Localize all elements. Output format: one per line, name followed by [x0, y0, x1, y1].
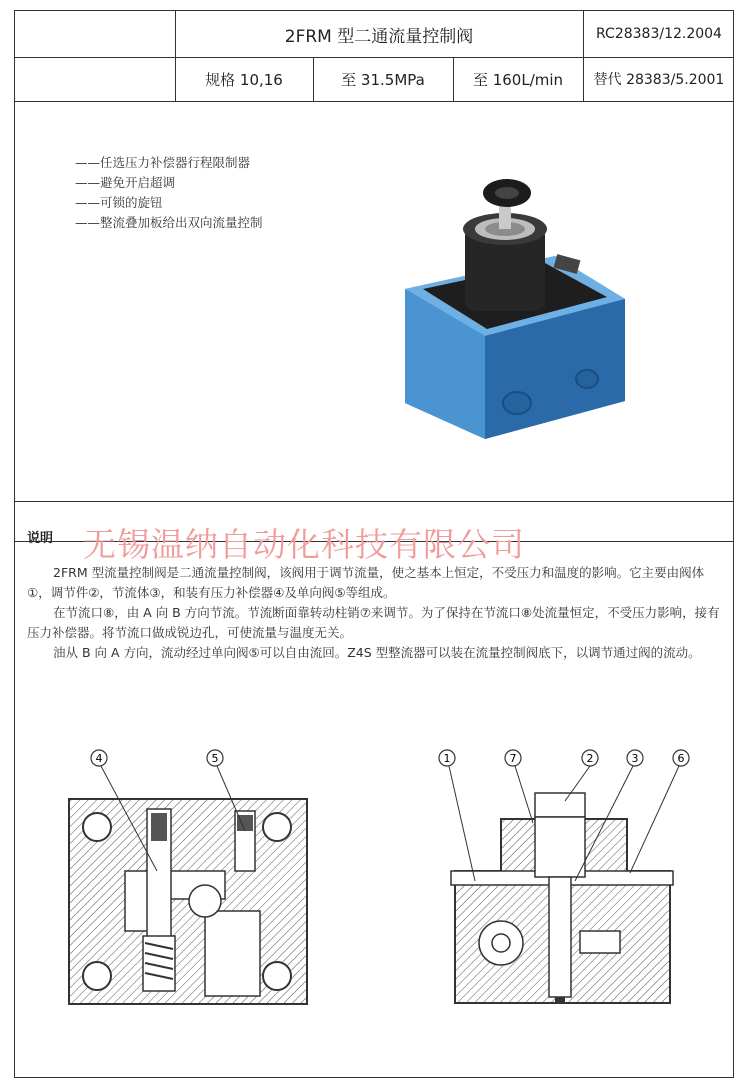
description-paragraph: 在节流口⑧，由 A 向 B 方向节流。节流断面靠转动柱销⑦来调节。为了保持在节流口⑧处流量恒定，不受压力影响，接有压力补偿器。将节流口做成锐边孔，可使流量与温度无关。: [27, 605, 720, 640]
spec-flow: 至 160L/min: [472, 70, 564, 89]
section-diagram-right: [415, 731, 695, 1021]
callout-label: 7: [509, 752, 517, 765]
replaces-code: 替代 28383/5.2001: [593, 72, 725, 88]
section-diagram-left: [55, 731, 335, 1021]
datasheet-frame: [14, 10, 734, 1078]
feature-list: [75, 153, 263, 233]
feature-item: ——任选压力补偿器行程限制器: [75, 155, 251, 170]
section-label: 说明: [27, 531, 54, 546]
spec-pressure: 至 31.5MPa: [341, 70, 425, 89]
callout-label: 6: [677, 752, 685, 765]
description-paragraph: 2FRM 型流量控制阀是二通流量控制阀，该阀用于调节流量，使之基本上恒定，不受压力和温度的影响。它主要由阀体①，调节件②，节流体③，和装有压力补偿器④及单向阀⑤等组成。: [27, 565, 705, 600]
company-watermark: 无锡温纳自动化科技有限公司: [83, 525, 525, 564]
standard-code: RC28383/12.2004: [596, 26, 722, 42]
page-title: 2FRM 型二通流量控制阀: [284, 26, 474, 47]
callout-label: 1: [443, 752, 451, 765]
description-text: [27, 563, 727, 663]
description-paragraph: 油从 B 向 A 方向，流动经过单向阀⑤可以自由流回。Z4S 型整流器可以装在流量控制阀底下，以调节通过阀的流动。: [53, 645, 701, 660]
valve-product-image: [395, 171, 635, 461]
callout-label: 5: [211, 752, 219, 765]
section-top-divider: [15, 501, 733, 502]
feature-item: ——避免开启超调: [75, 175, 176, 190]
feature-item: ——整流叠加板给出双向流量控制: [75, 215, 263, 230]
header-divider-2: [15, 101, 733, 102]
feature-item: ——可锁的旋钮: [75, 195, 163, 210]
spec-size: 规格 10,16: [205, 70, 283, 89]
callout-label: 2: [586, 752, 594, 765]
callout-label: 3: [631, 752, 639, 765]
callout-label: 4: [95, 752, 103, 765]
